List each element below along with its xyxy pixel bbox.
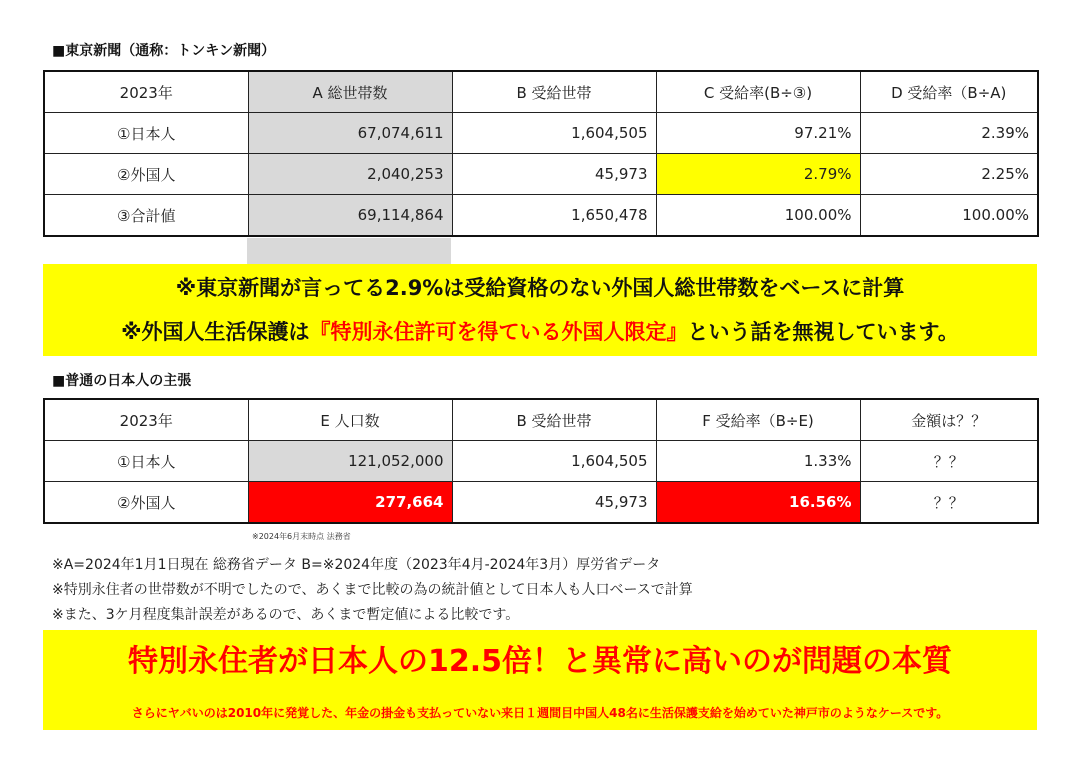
table-row: [44, 482, 1038, 524]
cell-value: 1,604,505: [452, 113, 656, 154]
gray-column-extension: [247, 238, 451, 264]
section2-title: ■普通の日本人の主張: [52, 373, 192, 389]
highlighted-rate-cell: 2.79%: [656, 154, 860, 195]
cell-value: 1,604,505: [452, 441, 656, 482]
cell-value: 2,040,253: [248, 154, 452, 195]
cell-value: 97.21%: [656, 113, 860, 154]
header-recipient-households: B 受給世帯: [452, 71, 656, 113]
tokyo-shimbun-table: [43, 70, 1039, 237]
banner2-headline: 特別永住者が日本人の12.5倍！と異常に高いのが問題の本質: [127, 644, 953, 679]
banner1-line1: ※東京新聞が言ってる2.9%は受給資格のない外国人総世帯数をベースに計算: [175, 276, 905, 300]
banner2-sub: さらにヤバいのは2010年に発覚した、年金の掛金も支払っていない来日１週間目中国人48名に生活保護支給を始めていた神戸市のようなケースです。: [131, 706, 949, 720]
row-label: ③合計値: [44, 195, 248, 237]
header-population: E 人口数: [248, 399, 452, 441]
population-footnote: ※2024年6月末時点 法務省: [252, 532, 351, 541]
cell-value: 2.25%: [860, 154, 1038, 195]
header-total-households: A 総世帯数: [248, 71, 452, 113]
cell-value: 1,650,478: [452, 195, 656, 237]
banner1-line2-prefix: ※外国人生活保護は: [121, 320, 310, 344]
cell-value: ？？: [860, 482, 1038, 524]
cell-value: 100.00%: [860, 195, 1038, 237]
table-header-row: [44, 71, 1038, 113]
note-line-3: ※また、3ケ月程度集計誤差があるので、あくまで暫定値による比較です。: [52, 607, 520, 623]
note-line-2: ※特別永住者の世帯数が不明でしたので、あくまで比較の為の統計値として日本人も人口ベースで計算: [52, 582, 693, 598]
table-row: [44, 113, 1038, 154]
table-row: [44, 195, 1038, 237]
cell-value: 45,973: [452, 482, 656, 524]
row-label: ①日本人: [44, 113, 248, 154]
row-label: ①日本人: [44, 441, 248, 482]
japanese-claim-table: [43, 398, 1039, 524]
table-header-row: [44, 399, 1038, 441]
highlighted-population-cell: 277,664: [248, 482, 452, 524]
note-line-1: ※A=2024年1月1日現在 総務省データ B=※2024年度（2023年4月-2024年3月）厚労省データ: [52, 557, 661, 573]
header-year: 2023年: [44, 399, 248, 441]
cell-value: 1.33%: [656, 441, 860, 482]
header-year: 2023年: [44, 71, 248, 113]
cell-value: 45,973: [452, 154, 656, 195]
banner1-line2: [43, 316, 1037, 346]
highlighted-rate-cell: 16.56%: [656, 482, 860, 524]
cell-value: 100.00%: [656, 195, 860, 237]
cell-value: ？？: [860, 441, 1038, 482]
row-label: ②外国人: [44, 154, 248, 195]
table-row: [44, 154, 1038, 195]
cell-value: 69,114,864: [248, 195, 452, 237]
yellow-banner-2: [43, 630, 1037, 730]
yellow-banner-1: [43, 264, 1037, 356]
header-rate-c: C 受給率(B÷③): [656, 71, 860, 113]
cell-value: 121,052,000: [248, 441, 452, 482]
cell-value: 67,074,611: [248, 113, 452, 154]
header-rate-d: D 受給率（B÷A): [860, 71, 1038, 113]
header-amount: 金額は？？: [860, 399, 1038, 441]
table-row: [44, 441, 1038, 482]
header-rate-f: F 受給率（B÷E): [656, 399, 860, 441]
banner1-line2-suffix: という話を無視しています。: [687, 320, 959, 344]
header-recipient-households: B 受給世帯: [452, 399, 656, 441]
cell-value: 2.39%: [860, 113, 1038, 154]
banner1-line2-highlight: 『特別永住許可を得ている外国人限定』: [309, 320, 688, 344]
row-label: ②外国人: [44, 482, 248, 524]
section1-title: ■東京新聞（通称：トンキン新聞）: [52, 43, 276, 59]
